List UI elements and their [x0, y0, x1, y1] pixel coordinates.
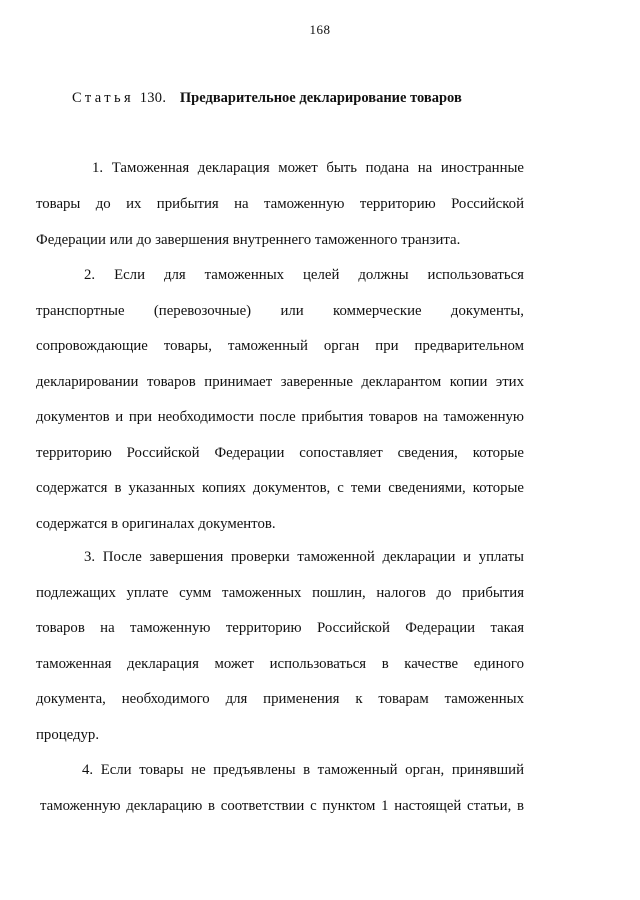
article-number: 130. — [139, 90, 167, 106]
paragraph-line: декларировании товаров принимает заверенные декларантом копии этих — [36, 374, 524, 390]
paragraph-line: таможенную декларацию в соответствии с пунктом 1 настоящей статьи, в — [40, 798, 524, 814]
article-title: Предварительное декларирование товаров — [179, 90, 462, 106]
paragraph-line: документа, необходимого для применения к товарам таможенных — [36, 691, 524, 707]
paragraph-line: 3. После завершения проверки таможенной декларации и уплаты — [84, 549, 524, 565]
article-label: Статья — [72, 90, 135, 106]
paragraph-line: транспортные (перевозочные) или коммерческие документы, — [36, 303, 524, 319]
paragraph-line: товаров на таможенную территорию Российской Федерации такая — [36, 620, 524, 636]
paragraph-line: Федерации или до завершения внутреннего таможенного транзита. — [36, 232, 461, 248]
article-heading — [72, 90, 462, 107]
page-number: 168 — [309, 22, 331, 37]
paragraph-line: документов и при необходимости после прибытия товаров на таможенную — [36, 409, 524, 425]
paragraph-line: 2. Если для таможенных целей должны использоваться — [84, 267, 524, 283]
paragraph-line: содержатся в указанных копиях документов, с теми сведениями, которые — [36, 480, 524, 496]
paragraph-line: процедур. — [36, 727, 100, 743]
paragraph-line: подлежащих уплате сумм таможенных пошлин, налогов до прибытия — [36, 585, 524, 601]
paragraph-line: 4. Если товары не предъявлены в таможенный орган, принявший — [82, 762, 524, 778]
paragraph-line: территорию Российской Федерации сопоставляет сведения, которые — [36, 445, 524, 461]
paragraph-line: 1. Таможенная декларация может быть подана на иностранные — [92, 160, 524, 176]
paragraph-line: содержатся в оригиналах документов. — [36, 516, 276, 532]
paragraph-line: товары до их прибытия на таможенную территорию Российской — [36, 196, 524, 212]
paragraph-line: сопровождающие товары, таможенный орган при предварительном — [36, 338, 524, 354]
paragraph-line: таможенная декларация может использоваться в качестве единого — [36, 656, 524, 672]
